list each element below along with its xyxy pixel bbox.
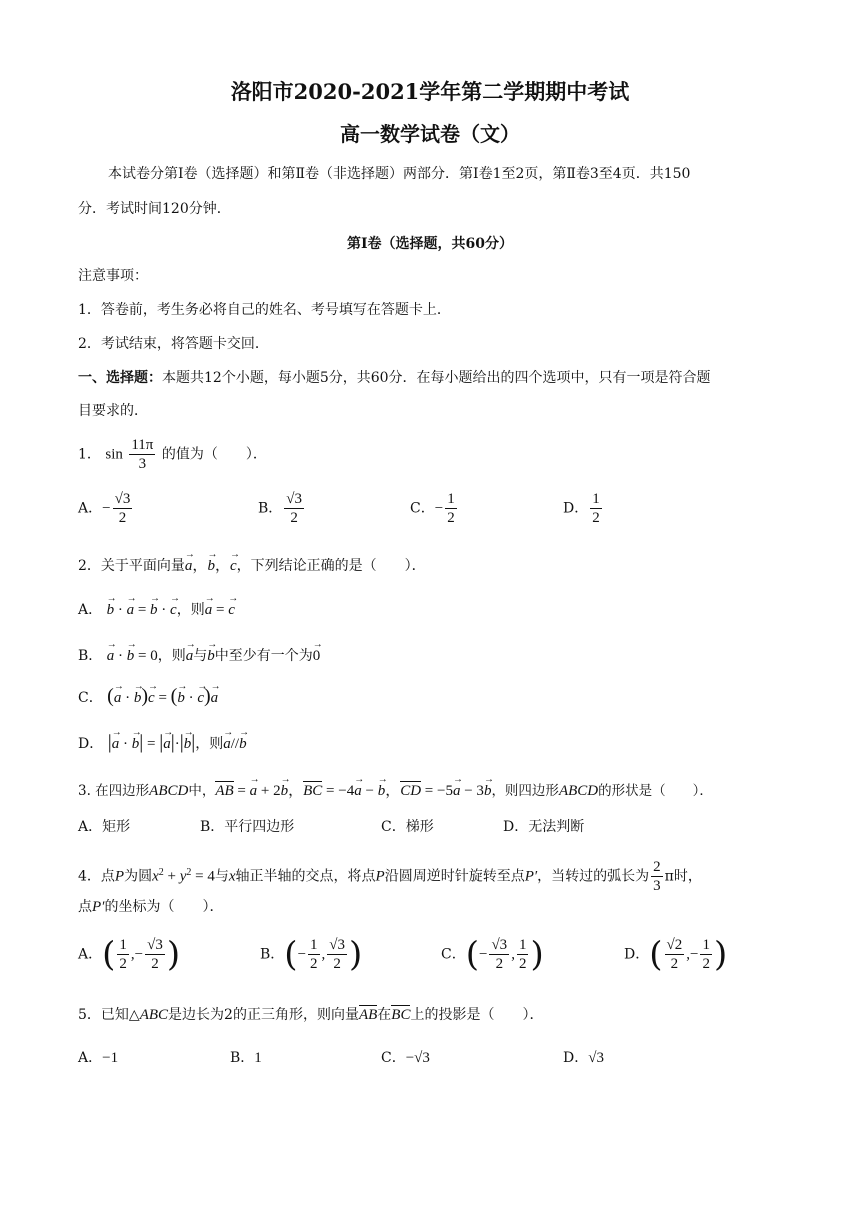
q3-option-b: B．平行四边形	[200, 819, 295, 835]
frac-den: 2	[447, 510, 455, 526]
q3-stem: 3. 在四边形	[78, 783, 150, 799]
option-text: ，则	[176, 602, 205, 618]
frac-num: 1	[702, 937, 710, 953]
q4-stem: 沿圆周逆时针旋转至点	[384, 868, 525, 885]
vec-b: → b	[207, 556, 215, 576]
frac-num: √3	[286, 491, 303, 507]
frac-num: √3	[491, 937, 508, 953]
q5-option-a	[78, 1048, 118, 1068]
q2-option-a: A． → b · → a = → b · → c，则→ a = → c	[78, 600, 235, 620]
frac-num: 1	[119, 937, 127, 953]
question-2: 2．关于平面向量→ a，→ b，→ c，下列结论正确的是（ ）．	[78, 556, 426, 576]
option-label: B．	[260, 946, 285, 963]
option-fraction	[113, 490, 133, 527]
q1-fraction	[129, 436, 155, 473]
option-text: ，则	[195, 736, 224, 752]
q1-frac-den: 3	[138, 456, 147, 472]
option-label: B．	[78, 648, 103, 664]
option-label: D．	[563, 1050, 589, 1066]
q3-option-a: A．矩形	[78, 819, 131, 835]
frac-num: 1	[518, 937, 527, 953]
q2-stem-pre: 2．关于平面向量	[78, 558, 185, 574]
option-text: 中至少有一个为	[214, 648, 313, 664]
option-value: −√3	[405, 1050, 430, 1066]
question-3: 3. 在四边形ABCD中，AB = → a + 2→ b，BC = −4→ a − → b，CD = −5→ a − 3→ b，则四边形ABCD的形状是（ ）．	[78, 781, 713, 801]
option-fraction	[284, 490, 304, 527]
frac-den: 2	[290, 510, 298, 526]
q5-option-c	[381, 1048, 430, 1068]
option-label: A．	[78, 1050, 103, 1066]
option-text: ，则	[157, 648, 186, 664]
quad-name: ABCD	[558, 783, 599, 799]
frac-den: 2	[151, 956, 159, 972]
q5-stem: 在	[377, 1007, 392, 1023]
part-line-2: 目要求的．	[78, 403, 148, 419]
frac-den: 2	[592, 510, 600, 526]
intro-line-1: 本试卷分第Ⅰ卷（选择题）和第Ⅱ卷（非选择题）两部分．第Ⅰ卷1至2页，第Ⅱ卷3至4页．共150	[108, 166, 691, 182]
question-5: 5．已知△ABC是边长为2的正三角形，则向量AB在BC上的投影是（ ）．	[78, 1007, 544, 1023]
frac-den: 2	[495, 956, 504, 972]
q1-option-d	[563, 490, 604, 527]
q5-stem: 上的投影是（ ）．	[410, 1007, 544, 1023]
exam-title: 洛阳市2020-2021学年第二学期期中考试	[230, 79, 630, 104]
frac-den: 2	[670, 956, 679, 972]
option-label: C．	[381, 1050, 406, 1066]
q2-option-d: D． |→ a · → b| = |→ a|·|→ b|，则→ a//→ b	[78, 732, 247, 754]
q4-option-b: B．(− $\frac{1}{2}$ , $\frac{√3}{2}$ )	[260, 934, 363, 975]
part-label: 一、选择题：	[78, 370, 162, 386]
q3-option-c: C．梯形	[381, 819, 434, 835]
note-1: 1．答卷前，考生务必将自己的姓名、考号填写在答题卡上．	[78, 302, 451, 318]
quad-name: ABCD	[149, 783, 189, 799]
option-fraction	[590, 490, 602, 527]
q2-stem-post: ，下列结论正确的是（ ）．	[236, 558, 426, 574]
frac-num: √3	[147, 937, 163, 953]
q2-option-b: B． → a · → b = 0，则→ a与→ b中至少有一个为→ 0	[78, 646, 320, 666]
q1-frac-num: 11π	[131, 437, 154, 453]
q4-stem: 点	[78, 899, 92, 915]
frac-num: √3	[329, 937, 346, 953]
notes-title: 注意事项：	[78, 268, 148, 284]
option-label: C．	[78, 690, 103, 706]
q4-stem: ，当转过的弧长为	[537, 868, 650, 885]
question-4: 4．点P为圆$x^2 + y^2 = 4$与x轴正半轴的交点，将点P沿圆周逆时针旋转至点P′，当转过的弧长为 $\frac{2}{3}$ π时，	[78, 859, 702, 894]
q3-option-d: D．无法判断	[503, 819, 585, 835]
option-label: C．	[441, 946, 466, 963]
frac-den: 2	[702, 956, 710, 972]
q4-stem: 与	[214, 868, 229, 885]
frac-num: √3	[114, 491, 131, 507]
option-value: −1	[102, 1050, 119, 1066]
q4-stem: 4．点	[78, 868, 115, 885]
frac-den: 2	[118, 510, 127, 526]
option-label: A．	[78, 602, 103, 618]
q4-stem: 轴正半轴的交点，将点	[235, 868, 376, 885]
option-label: B．	[258, 500, 283, 517]
q4-option-a: A．( $\frac{1}{2}$ ,− $\frac{√3}{2}$ )	[78, 934, 181, 975]
frac-den: 2	[333, 956, 341, 972]
frac-den: 2	[119, 956, 127, 972]
note-2: 2．考试结束，将答题卡交回．	[78, 336, 269, 352]
question-4-line-2: 点P′的坐标为（ ）．	[78, 899, 224, 915]
arc-fraction	[651, 858, 663, 895]
part-line-1: 本题共12个小题，每小题5分，共60分．在每小题给出的四个选项中，只有一项是符合题	[162, 370, 711, 386]
option-fraction	[445, 490, 457, 527]
q5-stem: 是边长为2的正三角形，则向量	[168, 1007, 359, 1023]
frac-num: 2	[653, 859, 661, 875]
q4-stem: 为圆	[124, 868, 153, 885]
q1-func: sin	[105, 446, 123, 463]
intro-line-2: 分．考试时间120分钟．	[78, 201, 231, 217]
option-label: C．	[410, 500, 435, 517]
vec-a: → a	[185, 556, 193, 576]
q4-option-c: C．(− $\frac{√3}{2}$ , $\frac{1}{2}$ )	[441, 934, 544, 975]
exam-subtitle: 高一数学试卷（文）	[340, 122, 520, 146]
frac-den: 3	[653, 878, 661, 894]
q4-option-d: D．( $\frac{√2}{2}$ ,− $\frac{1}{2}$ )	[624, 934, 728, 975]
option-label: B．	[230, 1050, 255, 1066]
frac-num: 1	[592, 491, 600, 507]
q4-stem: 的坐标为（ ）．	[104, 899, 224, 915]
section-title: 第Ⅰ卷（选择题，共60分）	[346, 236, 514, 252]
q4-stem: π时，	[664, 868, 702, 885]
q5-option-b	[230, 1048, 262, 1068]
part-instructions	[78, 368, 711, 388]
q1-suffix: 的值为（ ）．	[161, 446, 267, 463]
q5-option-d	[563, 1048, 604, 1068]
q5-stem: 5．已知△	[78, 1007, 140, 1023]
q1-option-b	[258, 490, 306, 527]
q1-option-a	[78, 490, 134, 527]
q1-option-c	[410, 490, 459, 527]
option-label: D．	[563, 500, 589, 517]
option-label: D．	[624, 946, 650, 963]
question-1	[78, 436, 267, 473]
option-sign: −	[102, 500, 111, 517]
option-label: A．	[78, 500, 103, 517]
vec-c: → c	[230, 556, 237, 576]
q3-stem: 的形状是（ ）．	[598, 783, 713, 799]
option-sign: −	[434, 500, 444, 517]
option-label: A．	[78, 946, 103, 963]
option-text: 与	[193, 648, 208, 664]
frac-num: 1	[447, 491, 455, 507]
frac-den: 2	[518, 956, 527, 972]
option-value: 1	[254, 1050, 262, 1066]
frac-den: 2	[310, 956, 318, 972]
frac-num: 1	[310, 937, 318, 953]
option-value: √3	[588, 1050, 604, 1066]
frac-num: √2	[666, 937, 683, 953]
q1-number: 1．	[78, 446, 101, 463]
q3-stem: 中，	[188, 783, 216, 799]
triangle-name: ABC	[139, 1007, 169, 1023]
option-label: D．	[78, 736, 104, 752]
q2-option-c: C． (→ a · → b)→ c = (→ b · → c)→ a	[78, 686, 218, 708]
q3-stem: ，则四边形	[491, 783, 559, 799]
